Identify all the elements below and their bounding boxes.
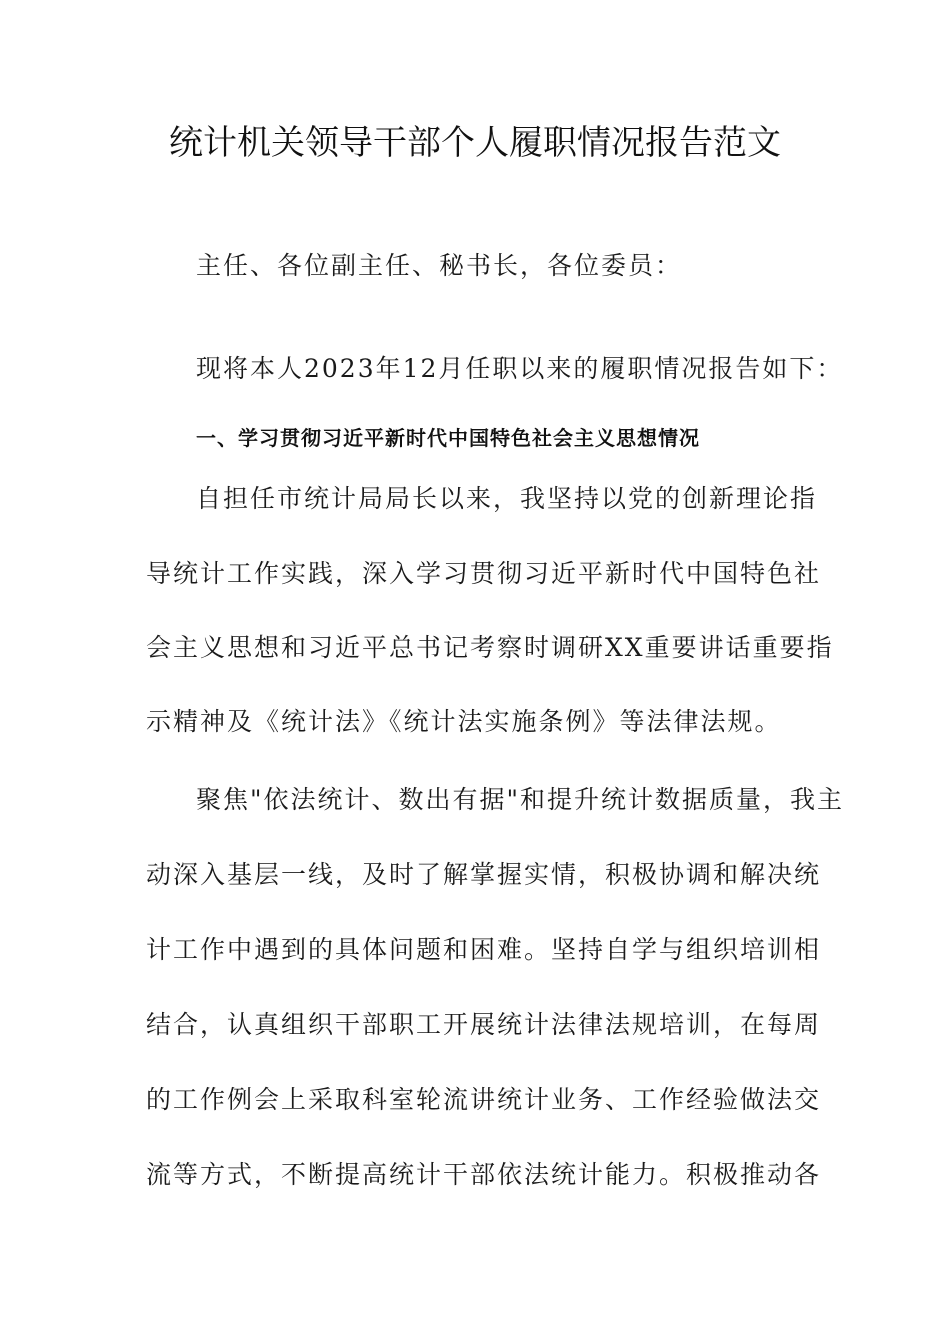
intro-paragraph: 现将本人2023年12月任职以来的履职情况报告如下： (196, 354, 844, 383)
paragraph-2-line-1: 聚焦"依法统计、数出有据"和提升统计数据质量，我主 (196, 785, 845, 814)
paragraph-2-line-4: 结合，认真组织干部职工开展统计法律法规培训，在每周 (146, 1010, 822, 1039)
paragraph-2-line-2: 动深入基层一线，及时了解掌握实情，积极协调和解决统 (146, 860, 822, 889)
paragraph-1-line-1: 自担任市统计局局长以来，我坚持以党的创新理论指 (196, 484, 818, 513)
paragraph-1-line-3: 会主义思想和习近平总书记考察时调研XX重要讲话重要指 (146, 633, 834, 662)
paragraph-2-line-5: 的工作例会上采取科室轮流讲统计业务、工作经验做法交 (146, 1085, 822, 1114)
paragraph-1-line-4: 示精神及《统计法》《统计法实施条例》等法律法规。 (146, 707, 782, 736)
section-1-heading: 一、学习贯彻习近平新时代中国特色社会主义思想情况 (196, 426, 700, 450)
paragraph-2-line-6: 流等方式，不断提高统计干部依法统计能力。积极推动各 (146, 1160, 822, 1189)
document-title: 统计机关领导干部个人履职情况报告范文 (169, 123, 781, 163)
paragraph-1-line-2: 导统计工作实践，深入学习贯彻习近平新时代中国特色社 (146, 559, 822, 588)
paragraph-2-line-3: 计工作中遇到的具体问题和困难。坚持自学与组织培训相 (146, 935, 822, 964)
salutation: 主任、各位副主任、秘书长，各位委员： (196, 251, 683, 280)
